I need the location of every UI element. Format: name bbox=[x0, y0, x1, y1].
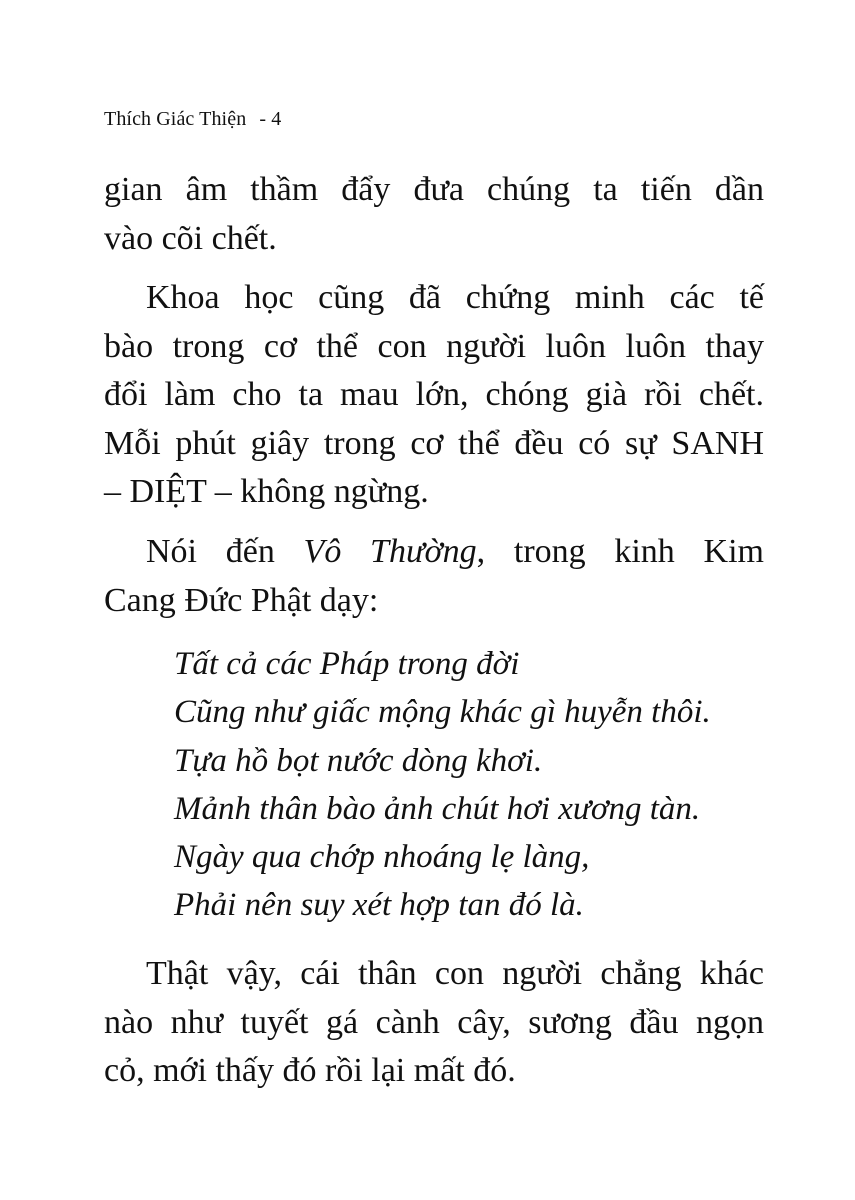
emphasis-vo-thuong: Vô Thường bbox=[303, 533, 477, 570]
text-line: đổi làm cho ta mau lớn, chóng già rồi chết. bbox=[104, 376, 764, 413]
text-line: Mỗi phút giây trong cơ thể đều có sự SANH bbox=[104, 424, 764, 462]
verse-line: Cũng như giấc mộng khác gì huyễn thôi. bbox=[174, 694, 711, 731]
verse-line: Tất cả các Pháp trong đời bbox=[174, 646, 520, 682]
paragraph-continuation bbox=[104, 166, 764, 263]
text-run: Nói đến bbox=[146, 533, 304, 570]
paragraph-impermanence bbox=[104, 528, 764, 625]
header-separator: - bbox=[259, 108, 267, 130]
text-line: Thật vậy, cái thân con người chẳng khác bbox=[146, 955, 764, 992]
text-line: gian âm thầm đẩy đưa chúng ta tiến dần bbox=[104, 171, 764, 208]
text-run: , trong kinh Kim bbox=[476, 533, 764, 570]
text-line: cỏ, mới thấy đó rồi lại mất đó. bbox=[104, 1052, 516, 1089]
verse-line: Phải nên suy xét hợp tan đó là. bbox=[174, 887, 584, 924]
header-page-number: 4 bbox=[271, 108, 282, 130]
running-header bbox=[104, 107, 281, 131]
paragraph-conclusion bbox=[104, 950, 764, 1096]
text-line: vào cõi chết. bbox=[104, 219, 277, 257]
verse-block bbox=[174, 640, 711, 930]
verse-line: Tựa hồ bọt nước dòng khơi. bbox=[174, 742, 543, 779]
text-line: Cang Đức Phật dạy: bbox=[104, 581, 379, 619]
text-line bbox=[104, 528, 764, 577]
paragraph-science bbox=[104, 274, 764, 517]
text-line: nào như tuyết gá cành cây, sương đầu ngọn bbox=[104, 1003, 764, 1041]
verse-line: Mảnh thân bào ảnh chút hơi xương tàn. bbox=[174, 790, 701, 827]
text-line: Khoa học cũng đã chứng minh các tế bbox=[146, 279, 764, 316]
text-line: bào trong cơ thể con người luôn luôn thay bbox=[104, 327, 764, 365]
text-line: – DIỆT – không ngừng. bbox=[104, 473, 429, 510]
header-author: Thích Giác Thiện bbox=[104, 108, 247, 130]
verse-line: Ngày qua chớp nhoáng lẹ làng, bbox=[174, 839, 590, 876]
